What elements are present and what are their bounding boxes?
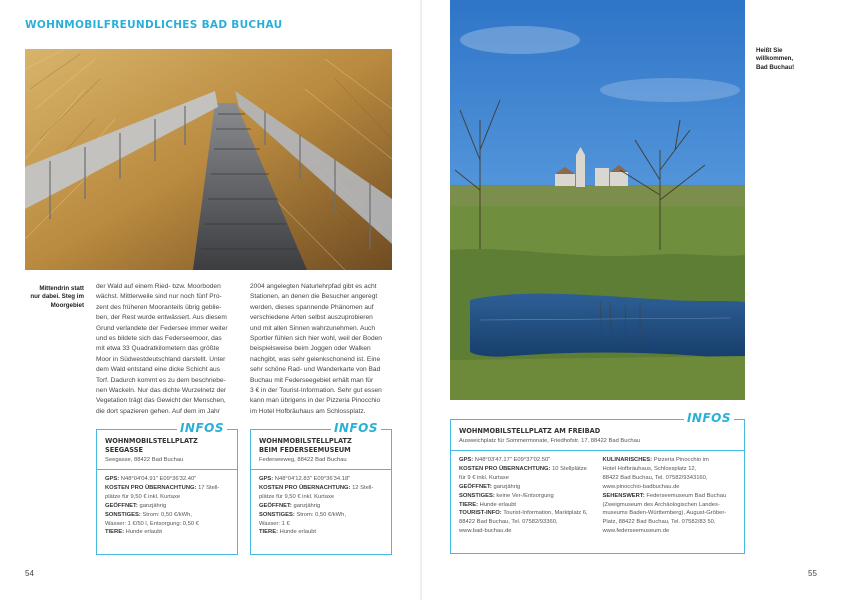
body-text-col-1: der Wald auf einem Ried- bzw. Moorboden wächst. Mittlerweile sind nur noch fünf Pro- zent des früheren Mooranteils übrig geblie- ben, der Rest wurde entwässert. Aus diesem Grund verlandete der Federsee immer weiter und es bildete sich das Federseemoor, das mit etwa 33 Quadratkilometern das größte Moor in Südwestdeutschland darstellt. Unter dem Wald entstand eine dicke Schicht aus Torf. Dadurch kommt es zu dem beschriebe- nen Wackeln. Nur das dichte Wurzelnetz der Vegetation trägt das Gewicht der Menschen, die dort spazieren gehen. Auf dem im Jahr (96, 283, 228, 415)
page-number-right: 55 (808, 569, 817, 578)
infobox-col-2: KULINARISCHES: Pizzeria Pinocchio im Hotel Hofbräuhaus, Schlossplatz 12, 88422 Bad Buchau, Tel. 07582/9343160, www.pinocchio-badbuchau.de SEHENSWERT: Federseemuseum Bad Buchau (Zweigmuseum des Archäologischen Landes- museums Baden-Württemberg), August-Gröber- Platz, 88422 Bad Buchau, Tel. 07582/83 50, www.federseemuseum.de (602, 457, 727, 535)
page-number-left: 54 (25, 569, 34, 578)
divider (451, 450, 744, 451)
infobox-address: Ausweichplatz für Sommermonate, Friedhofstr. 17, 88422 Bad Buchau (459, 438, 641, 444)
infobox-title: WOHNMOBILSTELLPLATZ BEIM FEDERSEEMUSEUM (259, 437, 352, 454)
infos-label: INFOS (684, 411, 734, 425)
infobox-federseemuseum: INFOS WOHNMOBILSTELLPLATZ BEIM FEDERSEEMUSEUM Federseeweg, 88422 Bad Buchau GPS: N48°04'12.83" E09°36'34.18" KOSTEN PRO ÜBERNACHTUNG: 12 Stell- plätze für 9,50 € inkl. Kurtaxe GEÖFFNET: ganzjährig SONSTIGES: Strom: 0,50 €/kWh, Wasser: 1 € TIERE: Hunde erlaubt (250, 429, 392, 555)
right-page (422, 0, 843, 600)
infobox-address: Federseeweg, 88422 Bad Buchau (259, 457, 347, 463)
infobox-address: Seegasse, 88422 Bad Buchau (105, 457, 184, 463)
infobox-freibad (450, 411, 745, 554)
infos-label: INFOS (331, 421, 381, 435)
photo-caption-right: Heißt Sie willkommen, Bad Buchau! (756, 47, 795, 71)
lake-village-photo (450, 0, 745, 400)
boardwalk-photo (25, 49, 392, 270)
divider (251, 469, 391, 470)
infobox-seegasse: INFOS WOHNMOBILSTELLPLATZ SEEGASSE Seegasse, 88422 Bad Buchau GPS: N48°04'04.91" E09°36'32.40" KOSTEN PRO ÜBERNACHTUNG: 17 Stell- plätze für 9,50 € inkl. Kurtaxe GEÖFFNET: ganzjährig SONSTIGES: Strom: 0,50 €/kWh, Wasser: 1 €/50 l, Entsorgung: 0,50 € TIERE: Hunde erlaubt (96, 429, 238, 555)
infos-label: INFOS (177, 421, 227, 435)
section-title: WOHNMOBILFREUNDLICHES BAD BUCHAU (25, 19, 283, 31)
photo-caption: Mittendrin statt nur dabei. Steg im Moorgebiet (30, 285, 84, 309)
divider (97, 469, 237, 470)
left-page (0, 0, 421, 600)
infobox-col-1: GPS: N48°03'47.17" E09°37'02.50" KOSTEN PRO ÜBERNACHTUNG: 10 Stellplätze für 9 € inkl. Kurtaxe GEÖFFNET: ganzjährig SONSTIGES: keine Ver-/Entsorgung TIERE: Hunde erlaubt TOURIST-INFO: Tourist-Information, Marktplatz 6, 88422 Bad Buchau, Tel. 07582/93360, www.bad-buchau.de (459, 457, 588, 535)
infobox-title: WOHNMOBILSTELLPLATZ AM FREIBAD (459, 427, 601, 435)
body-text-col-2: 2004 angelegten Naturlehrpfad gibt es acht Stationen, an denen die Besucher angeregt werden, dieses spannende Phänomen auf verschiedene Arten selbst auszuprobieren und mit allen Sinnen wahrzunehmen. Auch Sportler fühlen sich hier wohl, weil der Boden beispielsweise beim Joggen oder Walken nachgibt, was sehr gelenkschonend ist. Eine sehr schöne Rad- und Wanderkarte von Bad Buchau mit Federseegebiet erhält man für 3 € in der Tourist-Information. Sehr gut essen kann man übrigens in der Pizzeria Pinocchio im Hotel Hofbräuhaus am Schlossplatz. (250, 283, 382, 415)
infobox-title: WOHNMOBILSTELLPLATZ SEEGASSE (105, 437, 198, 454)
